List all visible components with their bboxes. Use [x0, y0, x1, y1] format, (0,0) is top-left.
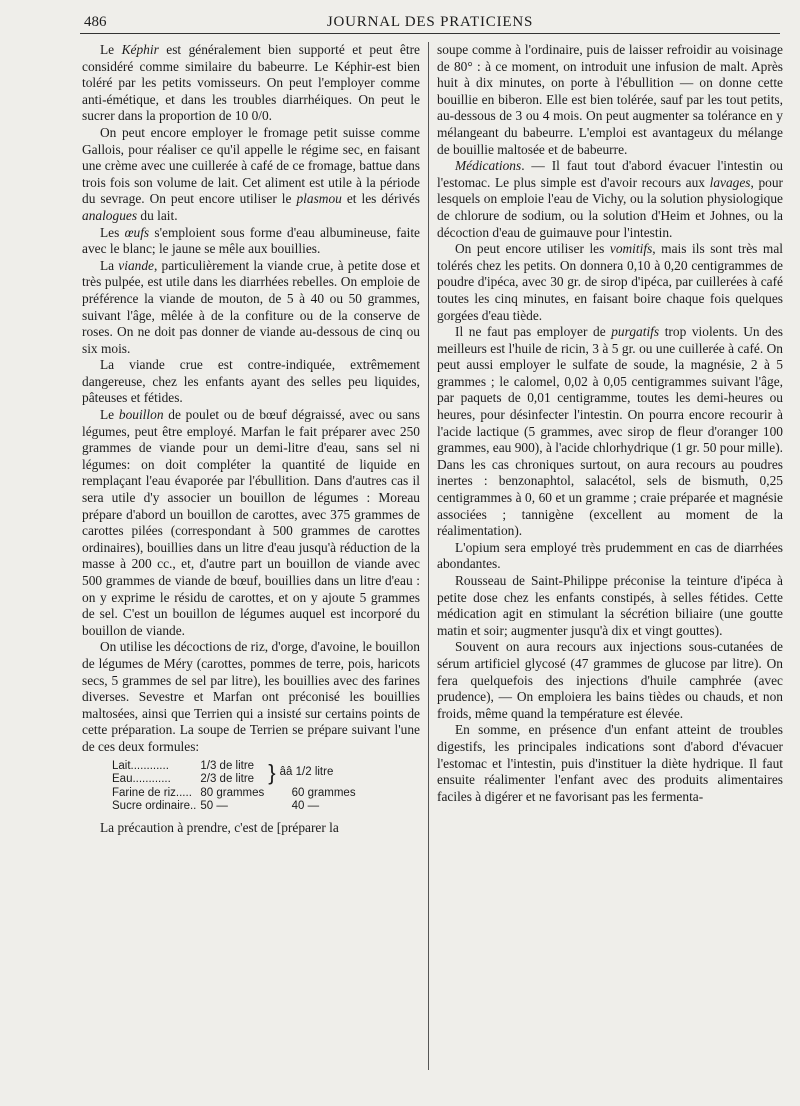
italic-term: Médications: [455, 158, 522, 174]
formula-sucre-qty-2: 40 —: [291, 800, 320, 813]
text-run: Le: [100, 42, 122, 57]
text-run: de poulet ou de bœuf dégraissé, avec ou sans légumes, peut être employé. Marfan le fait préparer avec 250 grammes de viande pour un demi-litre d'eau, sans sel ni légumes: on doit compléter la quantité de liquide en remplaçant l'eau évaporée par l'ébullition. Dans d'autres cas il sera utile d'y associer un bouillon de légumes : Moreau prépare d'abord un bouillon de carottes, avec 375 grammes de carottes pilées (correspondant à 500 grammes de carottes ordinaires), bouillies dans un litre d'eau jusqu'à réduction de la masse à 200 cc., et, d'autre part un bouillon de viande avec 500 grammes de viande de bœuf, bouillies dans un litre d'eau : on y exprime le résidu de carottes, et on y ajoute 5 grammes de sel. C'est un bouillon de légumes auquel est incorporé du bouillon de viande.: [82, 407, 420, 638]
text-run: , particulièrement la viande crue, à petite dose et très pulpée, est utile dans les diarrhées rebelles. On emploie de préférence la viande de mouton, de 5 à 40 ou 50 grammes, suivant l'âge, mêlée à de la confiture ou de la conserve de roses. On ne doit pas donner de viande au-dessous de cinq ou six mois.: [82, 257, 420, 356]
italic-term: œufs: [124, 224, 150, 240]
text-run: trop violents. Un des meilleurs est l'huile de ricin, 3 à 5 gr. ou une cuillerée à café. On peut aussi employer le sulfate de soude, la magnésie, 2 à 5 grammes ; le calomel, 0,02 à 0,05 centigrammes suivant l'âge, par paquets de 0,01 centigramme, toutes les demi-heures ou heures, pour désinfecter l'intestin. On pourra encore recourir à l'acide lactique (5 grammes, avec sirop de fleur d'oranger 100 grammes, eau 900), à l'acide chlorhydrique (1 gr. 50 pour mille). Dans les cas chroniques surtout, on aura recours au poudres inertes : benzonaphtol, salacétol, sels de bismuth, 0,25 centigrammes à 0, 60 et un gramme ; craie préparée et magnésie associées ; tannigène (excellent au moment de la réalimentation).: [437, 324, 783, 539]
text-run: . — Il faut tout d'abord évacuer l'intestin ou l'estomac. Le plus simple est d'avoir recours aux: [437, 158, 783, 190]
text-run: est généralement bien supporté et peut être considéré comme similaire du babeurre. Le Képhir-est bien toléré par les petits vomisseurs. On peut l'employer comme anti-émétique, et dans les troubles diarrhéiques. On peut le sucrer dans la proportion de 10 0/0.: [82, 42, 420, 124]
formula-farine-qty-2: 60 grammes: [291, 786, 356, 799]
text-run: La: [100, 257, 119, 273]
italic-term: purgatifs: [611, 324, 660, 340]
paragraph: [437, 241, 783, 324]
formula-brace-note: ââ 1/2 litre: [279, 766, 334, 779]
formula-eau-qty: 2/3 de litre: [200, 773, 255, 786]
paragraph: [437, 540, 783, 573]
text-run: , mais ils sont très mal tolérés chez les petits. On donnera 0,10 à 0,20 centigrammes de poudre d'ipéca, avec 30 gr. de sirop d'ipéca, par cuillerées à café toutes les cinq minutes, en faisant boire chaque fois quelques gorgées d'eau tiède.: [437, 241, 784, 323]
paragraph: [82, 125, 420, 225]
italic-term: viande: [118, 257, 154, 273]
paragraph: [82, 42, 420, 125]
paragraph: [82, 639, 420, 755]
paragraph: [82, 407, 420, 639]
text-run: soupe comme à l'ordinaire, puis de laisser refroidir au voisinage de 80° : à ce moment, on introduit une infusion de malt. Après huit à dix minutes, on porte à l'ébullition — on donne cette bouillie en biberon. Elle est bien tolérée, sauf par les tout petits, au-dessous de 3 ou 4 mois. On peut augmenter sa tolérance en y mélangeant du babeurre. L'emploi est avantageux du mélange de bouillie maltosée et de babeurre.: [437, 42, 783, 157]
italic-term: bouillon: [118, 407, 164, 423]
italic-term: lavages: [709, 174, 751, 190]
paragraph: [437, 639, 783, 722]
page-header: [80, 10, 780, 32]
text-run: On peut encore employer le fromage petit suisse comme Gallois, pour réaliser ce qu'il appelle le régime sec, en faisant une crème avec une cuillerée à café de ce fromage, battue dans trois fois son volume de lait. Cet aliment est utile à la période du sevrage. On peut encore utiliser le: [82, 124, 420, 207]
text-run: Les: [100, 224, 125, 240]
text-run: Souvent on aura recours aux injections sous-cutanées de sérum artificiel glycosé (47 grammes de glucose par litre). On fera quelquefois des injections d'huile camphrée (avec prudence), — On emploiera les bains tièdes ou chauds, et non froids, même quand la température est élevée.: [437, 639, 783, 721]
text-run: Il ne faut pas employer de: [455, 324, 612, 340]
formula-lait-qty: 1/3 de litre: [200, 759, 255, 772]
formula-table: [110, 760, 358, 814]
formula-lait-label: Lait: [112, 759, 131, 772]
header-rule: [80, 33, 780, 34]
column-divider: [428, 42, 429, 1070]
formula-sucre-qty-1: 50 —: [200, 800, 228, 813]
paragraph: [82, 357, 420, 407]
italic-term: vomitifs: [609, 241, 653, 257]
text-run: En somme, en présence d'un enfant atteint de troubles digestifs, les principales indications sont d'abord d'évacuer l'estomac et l'intestin, puis d'instituer la diète hydrique. Il faut ensuite réalimenter l'enfant avec des produits alimentaires faciles à digérer et ne favorisant pas les fermenta-: [437, 722, 783, 804]
formula-dots: ............: [132, 773, 171, 786]
text-run: La viande crue est contre-indiquée, extrêmement dangereuse, chez les enfants ayant des selles peu liquides, pâteuses et fétides.: [82, 357, 420, 406]
paragraph: [82, 225, 420, 258]
paragraph: [82, 258, 420, 358]
italic-term: analogues: [82, 207, 138, 223]
formula-sucre-label: Sucre ordinaire: [112, 800, 190, 813]
paragraph: [437, 722, 783, 805]
right-column: [437, 42, 783, 805]
formula-dots: .....: [175, 786, 192, 799]
left-column: [82, 42, 420, 836]
paragraph: [437, 324, 783, 540]
text-run: et les dérivés: [341, 191, 420, 207]
terrien-formula: [82, 760, 420, 814]
text-run: On utilise les décoctions de riz, d'orge, d'avoine, le bouillon de légumes de Méry (carottes, pommes de terre, pois, haricots secs, 5 grammes de sel par litre), les bouillies avec des farines diverses. Sevestre et Marfan ont préconisé les bouillies maltosées, ainsi que Terrien qui a insisté sur certains points de cette préparation. La soupe de Terrien se prépare suivant l'une de ces deux formules:: [82, 639, 420, 754]
text-run: La précaution à prendre, c'est de [préparer la: [100, 819, 339, 835]
formula-eau-label: Eau: [112, 773, 133, 786]
text-run: On peut encore utiliser les: [455, 241, 610, 257]
formula-farine-qty-1: 80 grammes: [200, 786, 265, 799]
italic-term: plasmou: [296, 191, 342, 207]
formula-dots: ..: [189, 800, 197, 813]
paragraph: [437, 573, 783, 639]
formula-brace: }: [268, 760, 276, 786]
text-run: du lait.: [137, 207, 178, 223]
formula-dots: ............: [130, 759, 169, 772]
formula-farine-label: Farine de riz: [112, 786, 176, 799]
text-run: Le: [100, 407, 119, 423]
italic-term: Képhir: [121, 42, 159, 57]
journal-title: JOURNAL DES PRATICIENS: [326, 14, 534, 30]
paragraph: [437, 158, 783, 241]
text-run: L'opium sera employé très prudemment en cas de diarrhées abondantes.: [437, 539, 783, 572]
text-run: s'emploient sous forme d'eau albumineuse, faite avec le blanc; le jaune se mêle aux bouillies.: [82, 224, 420, 257]
text-run: , pour lesquels on emploie l'eau de Vichy, ou la solution physiologique de chlorure de sodium, ou la solution d'Heim et Johnes, ou la décoction d'eau de guimauve pour l'intestin.: [437, 174, 783, 240]
paragraph: [437, 42, 783, 158]
page-number: 486: [84, 14, 107, 30]
paragraph: [82, 820, 420, 837]
text-run: Rousseau de Saint-Philippe préconise la teinture d'ipéca à petite dose chez les enfants constipés, à selles fétides. Cette médication agit en stimulant la sécrétion biliaire (une goutte matin et soir; augmenter jusqu'à dix et vingt gouttes).: [437, 573, 783, 638]
